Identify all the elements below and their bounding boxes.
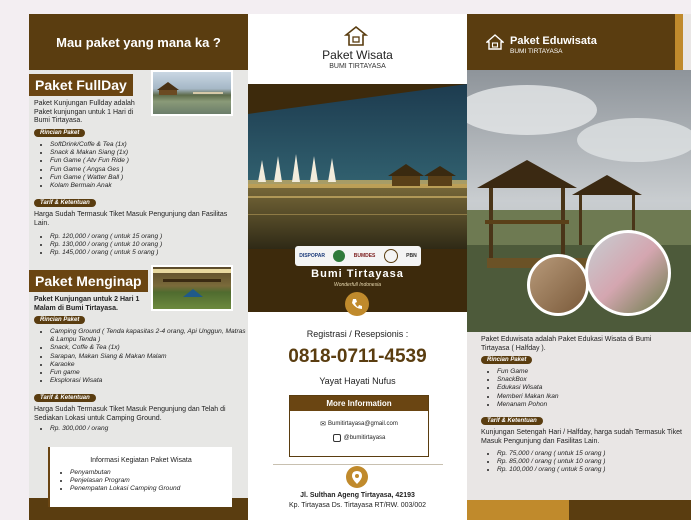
instagram-icon: [333, 434, 341, 442]
fullday-photo: [151, 70, 233, 116]
price-item: • Rp. 120,000 / orang ( untuk 15 orang ): [50, 233, 245, 241]
right-header-stripe: [675, 14, 683, 70]
list-item: • Eksplorasi Wisata: [50, 377, 248, 385]
divider: [273, 464, 443, 465]
info-box: [48, 447, 232, 507]
activity-photo-1: [527, 254, 589, 316]
menginap-rincian-label: Rincian Paket: [34, 316, 85, 324]
list-item: • SnackBox: [497, 376, 687, 384]
list-item: • Snack, Coffe & Tea (1x): [50, 344, 248, 352]
price-item: • Rp. 300,000 / orang: [50, 425, 245, 433]
location-pin-icon: [346, 466, 368, 488]
fullday-items-list: [38, 141, 240, 190]
activity-photo-2: [585, 230, 671, 316]
list-item: • Penempatan Lokasi Camping Ground: [70, 485, 240, 493]
list-item: • Fun Game ( Atv Fun Ride ): [50, 157, 240, 165]
info-title: Informasi Kegiatan Paket Wisata: [90, 457, 192, 464]
price-item: • Rp. 130,000 / orang ( untuk 10 orang ): [50, 241, 245, 249]
phone-number: 0818-0711-4539: [288, 346, 427, 367]
right-panel: [467, 14, 691, 520]
fullday-rincian-label: Rincian Paket: [34, 129, 85, 137]
mail-icon: ✉: [320, 421, 327, 428]
fullday-prices-list: [38, 233, 245, 258]
right-rincian-label: Rincian Paket: [481, 356, 532, 364]
more-info-title: More Information: [290, 396, 428, 411]
registration-label: Registrasi / Resepsionis :: [306, 329, 409, 339]
fullday-tarif-note: Harga Sudah Termasuk Tiket Masuk Pengunjung dan Fasilitas Lain.: [34, 211, 228, 227]
list-item: • Fun Game ( Watter Ball ): [50, 174, 240, 182]
logo-dispopar: DISPOPAR: [299, 253, 325, 259]
more-info-box: [289, 395, 429, 457]
address-line-2: Kp. Tirtayasa Ds. Tirtayasa RT/RW. 003/002: [288, 502, 427, 509]
home-icon: [486, 34, 504, 55]
right-subtitle: BUMI TIRTAYASA: [510, 48, 563, 55]
address-line-1: Jl. Sulthan Ageng Tirtayasa, 42193: [300, 492, 415, 499]
right-tarif-note: Kunjungan Setengah Hari / Halfday, harga sudah Termasuk Tiket Masuk Pengunjung dan Fasilitas Lain.: [481, 429, 682, 445]
right-bottom-band-gold: [467, 500, 569, 520]
resort-photo: [248, 84, 467, 249]
list-item: • Menanam Pohon: [497, 401, 687, 409]
fullday-desc: Paket Kunjungan Fullday adalah Paket kunjungan untuk 1 Hari di Bumi Tirtayasa.: [34, 100, 135, 124]
email-row: [290, 420, 428, 428]
list-item: • Fun Game: [497, 368, 687, 376]
brand-name: Bumi Tirtayasa: [311, 268, 404, 280]
instagram-row: [290, 434, 428, 442]
list-item: • Sarapan, Makan Siang & Makan Malam: [50, 353, 248, 361]
contact-name: Yayat Hayati Nufus: [319, 376, 396, 386]
phone-icon: [345, 292, 369, 316]
list-item: • Memberi Makan Ikan: [497, 393, 687, 401]
menginap-tarif-label: Tarif & Ketentuan: [34, 394, 96, 402]
right-prices-list: [485, 450, 691, 475]
partner-logos: [295, 246, 421, 266]
menginap-prices-list: [38, 425, 245, 433]
brand-tagline: Wonderfull Indonesia: [334, 282, 381, 288]
list-item: • Penjelasan Program: [70, 477, 240, 485]
left-header: Mau paket yang mana ka ?: [29, 14, 248, 70]
menginap-photo: [151, 265, 233, 311]
menginap-desc: Paket Kunjungan untuk 2 Hari 1 Malam di Bumi Tirtayasa.: [34, 296, 140, 312]
right-items-list: [485, 368, 687, 409]
list-item: • SoftDrink/Coffe & Tea (1x): [50, 141, 240, 149]
right-tarif-label: Tarif & Ketentuan: [481, 417, 543, 425]
right-desc: Paket Eduwisata adalah Paket Edukasi Wisata di Bumi Tirtayasa ( Halfday ).: [481, 336, 652, 352]
right-bottom-band-brown: [569, 500, 691, 520]
instagram-text[interactable]: @bumitirtayasa: [343, 435, 386, 441]
list-item: • Snack & Makan Siang (1x): [50, 149, 240, 157]
list-item: • Karaoke: [50, 361, 248, 369]
list-item: • Fun Game ( Angsa Ges ): [50, 166, 240, 174]
price-item: • Rp. 145,000 / orang ( untuk 5 orang ): [50, 249, 245, 257]
price-item: • Rp. 100,000 / orang ( untuk 5 orang ): [497, 466, 691, 474]
left-panel: [29, 14, 248, 520]
menginap-title: Paket Menginap: [29, 270, 148, 292]
info-list: [58, 469, 240, 494]
fullday-title: Paket FullDay: [29, 74, 133, 96]
emblem-icon: [384, 249, 398, 263]
price-item: • Rp. 85,000 / orang ( untuk 10 orang ): [497, 458, 691, 466]
list-item: • Edukasi Wisata: [497, 384, 687, 392]
email-text[interactable]: Bumitirtayasa@gmail.com: [328, 421, 398, 427]
menginap-tarif-note: Harga Sudah Termasuk Tiket Masuk Pengunjung dan Telah di Sediakan Lokasi untuk Camping Ground.: [34, 406, 226, 422]
seal-icon: [333, 250, 345, 262]
logo-bumdes: BUMDES: [353, 253, 376, 259]
right-title: Paket Eduwisata: [510, 35, 597, 47]
middle-title: Paket Wisata: [322, 48, 393, 62]
fullday-tarif-label: Tarif & Ketentuan: [34, 199, 96, 207]
price-item: • Rp. 75,000 / orang ( untuk 15 orang ): [497, 450, 691, 458]
list-item: • Camping Ground ( Tenda kapasitas 2-4 orang, Api Unggun, Matras & Lampu Tenda ): [50, 328, 248, 344]
list-item: • Penyambutan: [70, 469, 240, 477]
list-item: • Fun game: [50, 369, 248, 377]
menginap-items-list: [38, 328, 248, 385]
middle-subtitle: BUMI TIRTAYASA: [329, 63, 386, 70]
list-item: • Kolam Bermain Anak: [50, 182, 240, 190]
middle-panel: [248, 14, 467, 520]
logo-pbn: PBN: [406, 253, 417, 259]
